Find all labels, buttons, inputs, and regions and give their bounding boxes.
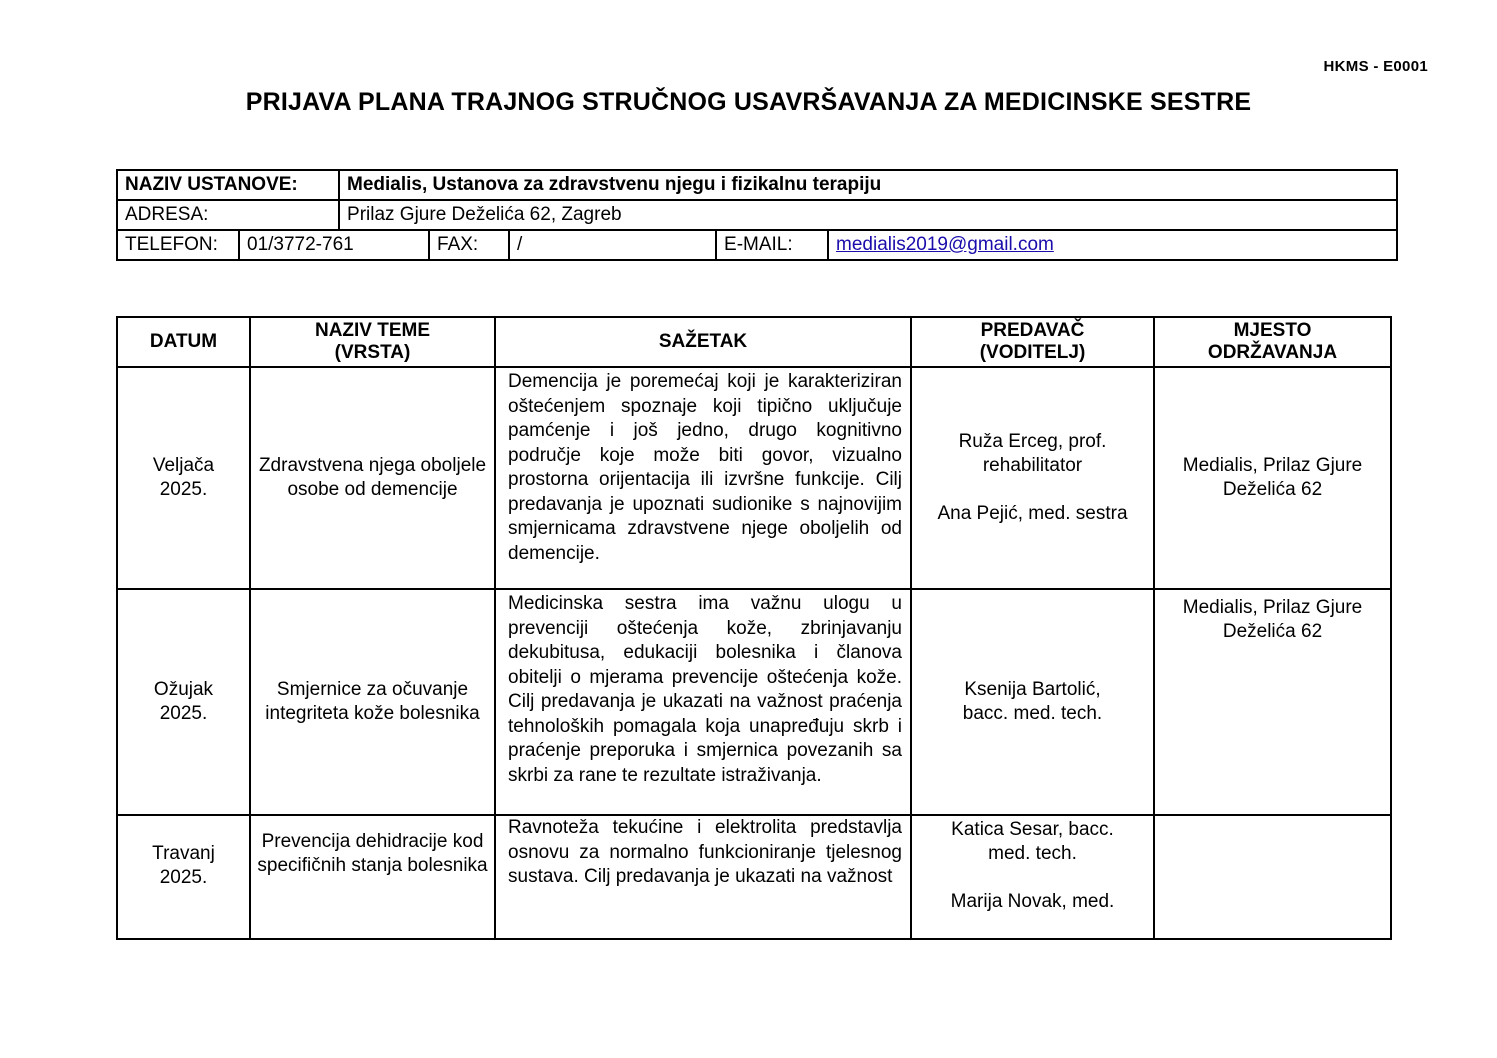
row-place: Medialis, Prilaz Gjure Deželića 62 <box>1154 589 1391 815</box>
institution-name-label: NAZIV USTANOVE: <box>117 170 339 200</box>
row-date: Ožujak 2025. <box>117 589 250 815</box>
header-date: DATUM <box>117 317 250 367</box>
institution-table <box>116 169 1398 261</box>
plan-header-row <box>117 317 1391 367</box>
row-date: Veljača 2025. <box>117 367 250 589</box>
form-code: HKMS - E0001 <box>1323 58 1428 75</box>
row-date: Travanj 2025. <box>117 815 250 939</box>
email-link[interactable]: medialis2019@gmail.com <box>836 234 1054 255</box>
institution-contact-row <box>117 230 1397 260</box>
address-label: ADRESA: <box>117 200 339 230</box>
table-row <box>117 589 1391 815</box>
page-title: PRIJAVA PLANA TRAJNOG STRUČNOG USAVRŠAVANJA ZA MEDICINSKE SESTRE <box>245 88 1252 116</box>
row-lecturer: Katica Sesar, bacc. med. tech. Marija Novak, med. <box>911 815 1154 939</box>
row-topic: Prevencija dehidracije kod specifičnih stanja bolesnika <box>250 815 495 939</box>
email-cell <box>828 230 1397 260</box>
row-lecturer: Ksenija Bartolić, bacc. med. tech. <box>911 589 1154 815</box>
table-row <box>117 367 1391 589</box>
header-summary: SAŽETAK <box>495 317 911 367</box>
institution-address-row <box>117 200 1397 230</box>
row-topic: Smjernice za očuvanje integriteta kože bolesnika <box>250 589 495 815</box>
row-place-empty <box>1154 815 1391 939</box>
phone-label: TELEFON: <box>117 230 239 260</box>
header-topic: NAZIV TEME (VRSTA) <box>250 317 495 367</box>
row-summary: Medicinska sestra ima važnu ulogu u prevenciji oštećenja kože, zbrinjavanju dekubitusa, edukaciji bolesnika i članova obitelji o mjerama prevencije oštećenja kože. Cilj predavanja je ukazati na važnost praćenja tehnoloških pomagala koja unapređuju skrb i praćenje preporuka i smjernica povezanih sa skrbi za rane te rezultate istraživanja. <box>495 589 911 815</box>
row-summary: Demencija je poremećaj koji je karakteriziran oštećenjem spoznaje koji tipično uključuje pamćenje i još jedno, drugo kognitivno područje koje može biti govor, vizualno prostorna orijentacija ili izvršne funkcije. Cilj predavanja je upoznati sudionike s najnovijim smjernicama zdravstvene njege oboljelih od demencije. <box>495 367 911 589</box>
institution-name-value: Medialis, Ustanova za zdravstvenu njegu i fizikalnu terapiju <box>339 170 1397 200</box>
header-lecturer: PREDAVAČ (VODITELJ) <box>911 317 1154 367</box>
email-label: E-MAIL: <box>716 230 828 260</box>
plan-table <box>116 316 1392 940</box>
row-summary: Ravnoteža tekućine i elektrolita predstavlja osnovu za normalno funkcioniranje tjelesnog sustava. Cilj predavanja je ukazati na važnost <box>495 815 911 939</box>
row-lecturer: Ruža Erceg, prof. rehabilitator Ana Pejić, med. sestra <box>911 367 1154 589</box>
institution-name-row <box>117 170 1397 200</box>
table-row <box>117 815 1391 939</box>
row-topic: Zdravstvena njega oboljele osobe od demencije <box>250 367 495 589</box>
fax-value: / <box>509 230 716 260</box>
fax-label: FAX: <box>429 230 509 260</box>
phone-value: 01/3772-761 <box>239 230 429 260</box>
row-place: Medialis, Prilaz Gjure Deželića 62 <box>1154 367 1391 589</box>
address-value: Prilaz Gjure Deželića 62, Zagreb <box>339 200 1397 230</box>
header-place: MJESTO ODRŽAVANJA <box>1154 317 1391 367</box>
